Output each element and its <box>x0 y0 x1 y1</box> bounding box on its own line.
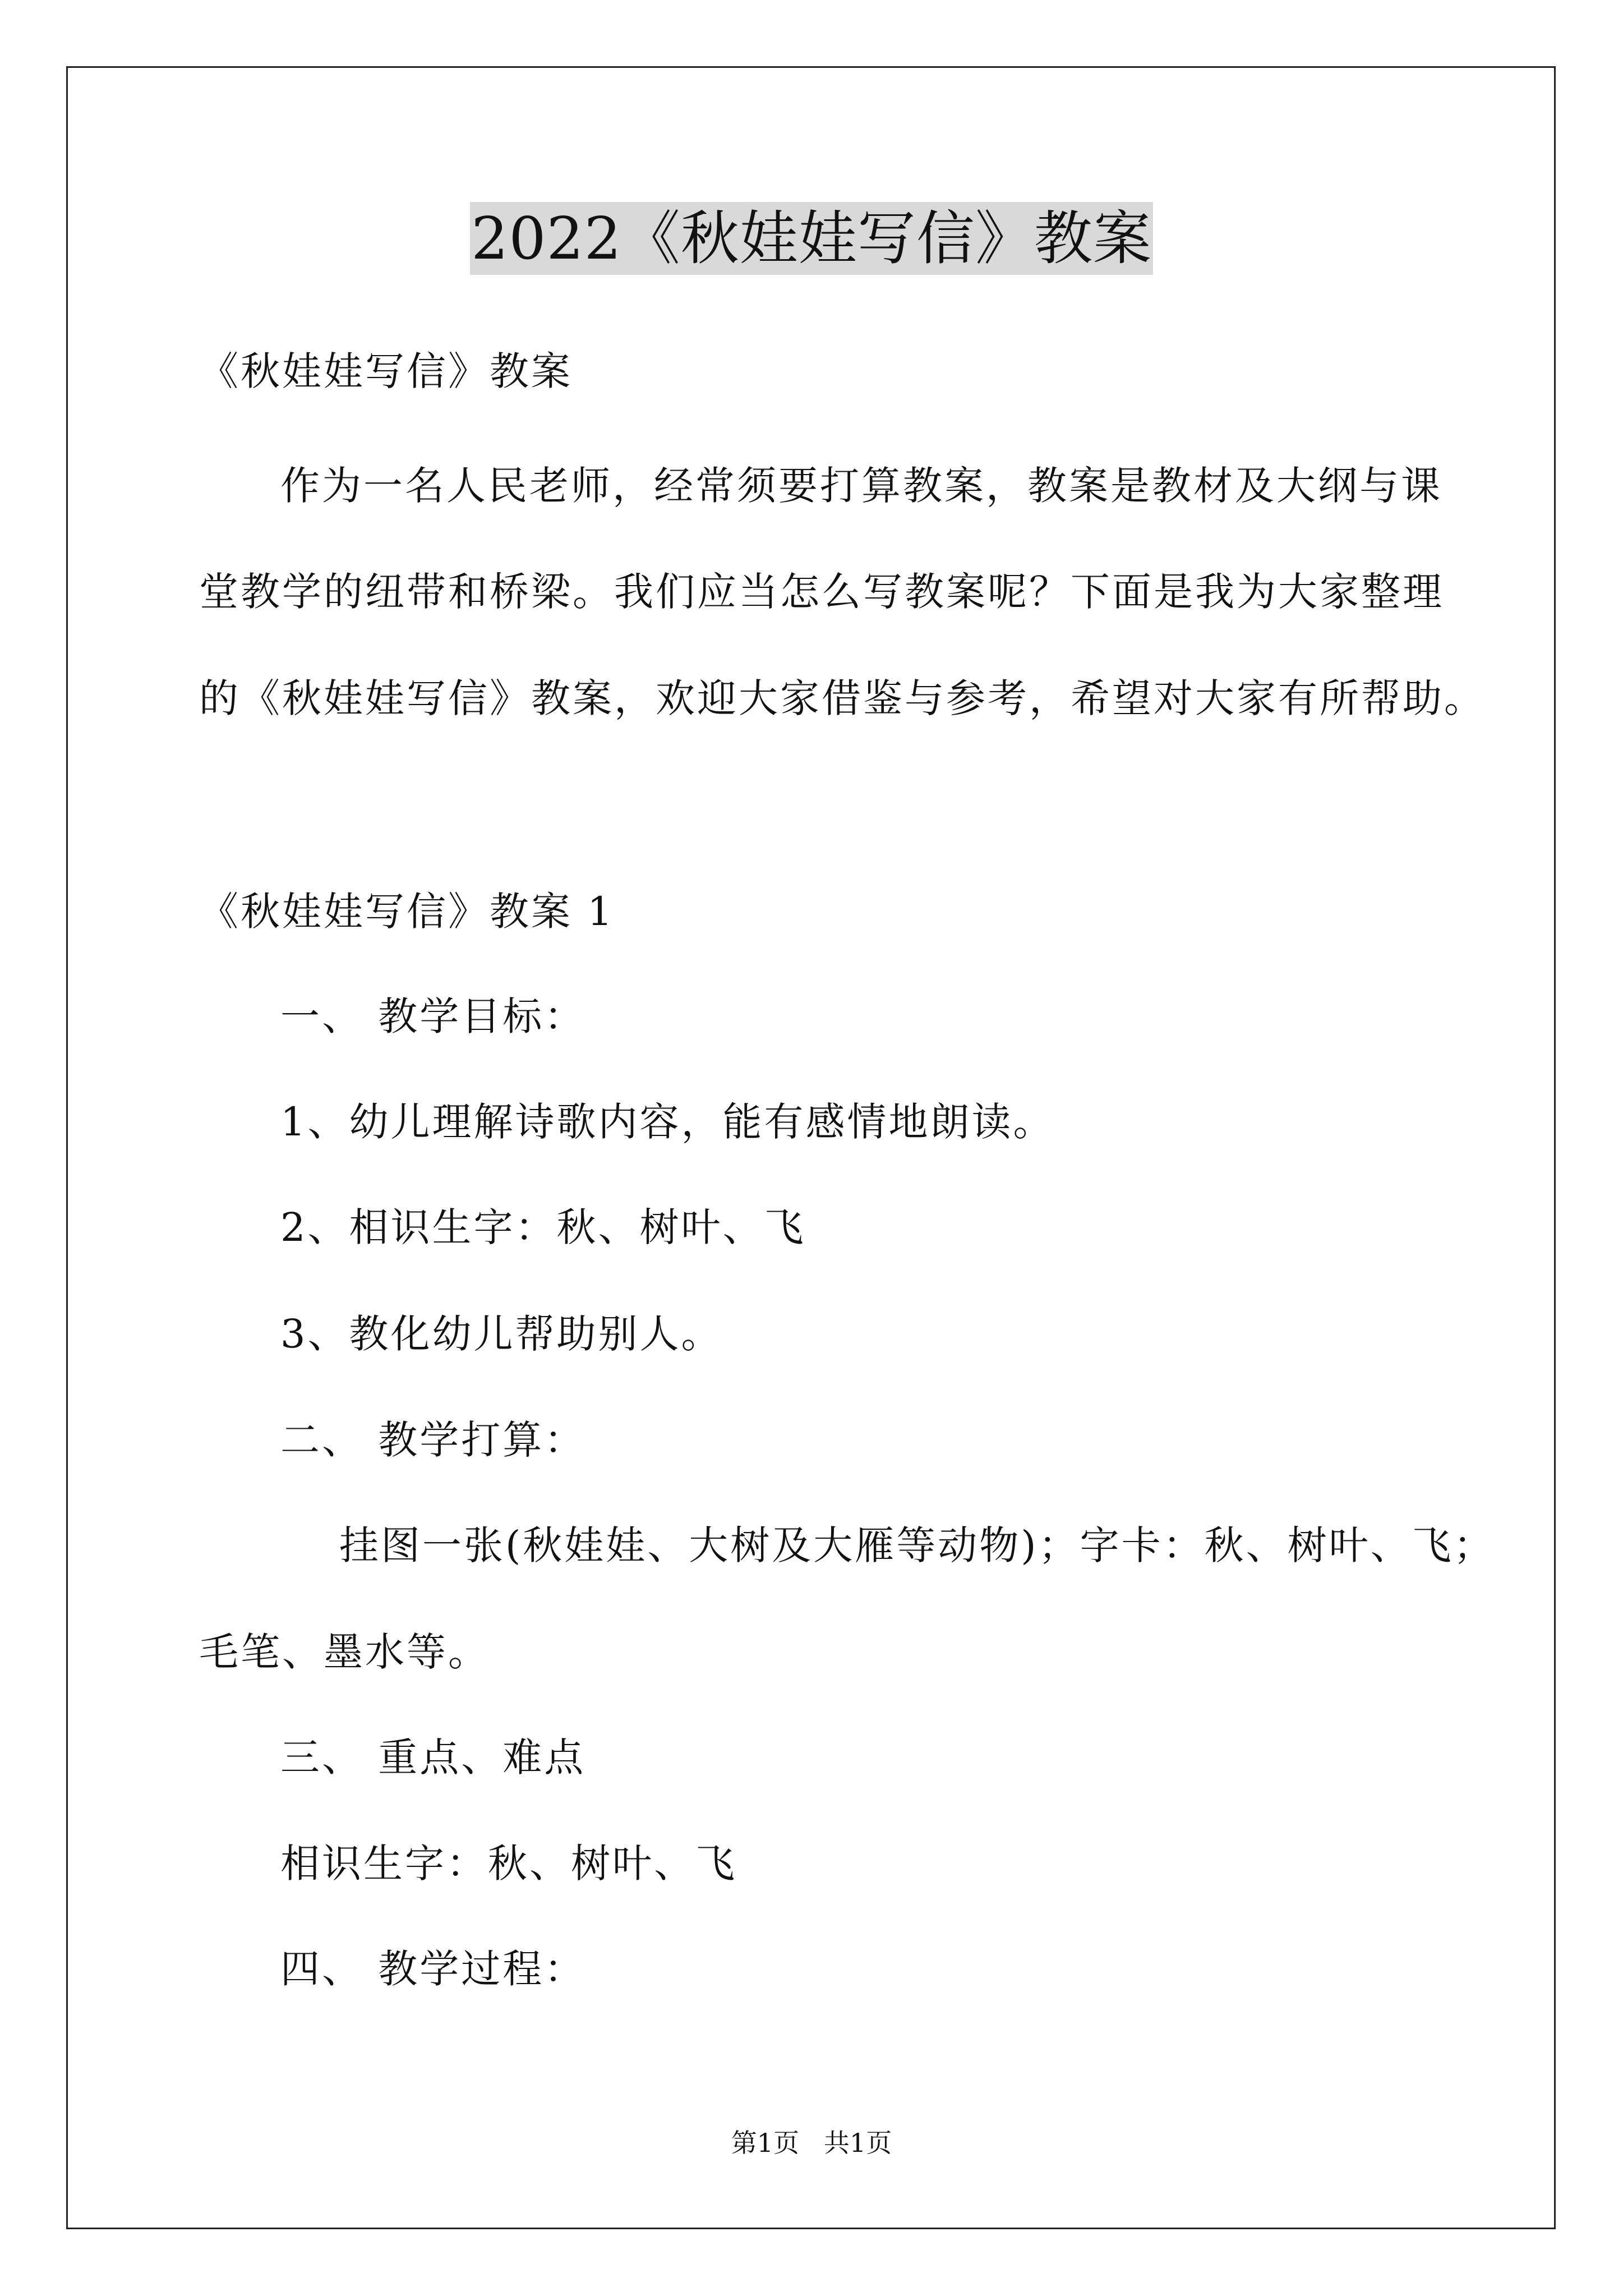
page-footer: 第1页 共1页 <box>731 2128 892 2158</box>
intro-line-1: 作为一名人民老师，经常须要打算教案，教案是教材及大纲与课 <box>280 463 1442 509</box>
section-heading: 《秋娃娃写信》教案 1 <box>199 889 615 935</box>
document-title: 2022《秋娃娃写信》教案 <box>470 202 1153 275</box>
preparation-line-1: 挂图一张(秋娃娃、大树及大雁等动物)；字卡：秋、树叶、飞； <box>339 1522 1495 1568</box>
intro-line-2: 堂教学的纽带和桥梁。我们应当怎么写教案呢？下面是我为大家整理 <box>199 569 1444 615</box>
objective-3: 3、教化幼儿帮助别人。 <box>280 1311 723 1357</box>
heading-objectives: 一、 教学目标： <box>280 993 586 1039</box>
intro-line-3: 的《秋娃娃写信》教案，欢迎大家借鉴与参考，希望对大家有所帮助。 <box>199 675 1486 721</box>
key-points-content: 相识生字：秋、树叶、飞 <box>280 1841 737 1887</box>
title-container <box>0 202 1623 275</box>
objective-2: 2、相识生字：秋、树叶、飞 <box>280 1204 806 1250</box>
objective-1: 1、幼儿理解诗歌内容，能有感情地朗读。 <box>280 1099 1055 1145</box>
subtitle: 《秋娃娃写信》教案 <box>199 348 573 394</box>
heading-preparation: 二、 教学打算： <box>280 1417 586 1463</box>
heading-process: 四、 教学过程： <box>280 1946 586 1992</box>
preparation-line-2: 毛笔、墨水等。 <box>199 1629 490 1675</box>
heading-key-points: 三、 重点、难点 <box>280 1734 586 1780</box>
